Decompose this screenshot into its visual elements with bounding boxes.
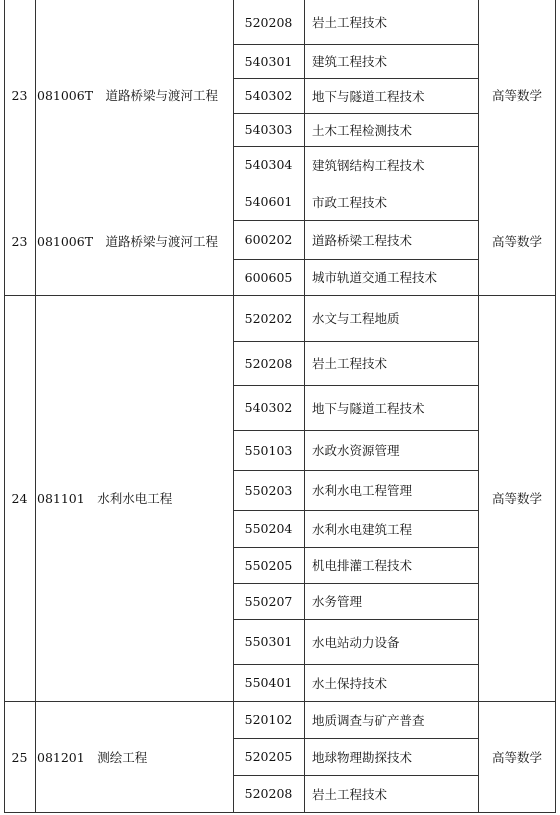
course-name: 机电排灌工程技术 <box>312 558 413 573</box>
exam-subject: 高等数学 <box>491 491 542 506</box>
course-code: 600202 <box>244 232 293 247</box>
course-name: 地球物理勘探技术 <box>312 749 413 765</box>
course-code: 520208 <box>244 786 293 801</box>
exam-subject: 高等数学 <box>491 88 542 103</box>
course-name: 市政工程技术 <box>312 194 388 210</box>
course-name: 水务管理 <box>312 594 363 609</box>
course-code: 600605 <box>244 269 293 285</box>
course-name: 地下与隧道工程技术 <box>312 400 425 416</box>
course-code: 550207 <box>244 593 293 609</box>
course-code: 540601 <box>244 194 293 209</box>
course-name: 土木工程检测技术 <box>312 122 413 138</box>
serial-number: 23 <box>11 233 28 249</box>
major-code-name: 081006T 道路桥梁与渡河工程 <box>37 88 219 103</box>
course-name: 道路桥梁工程技术 <box>312 232 413 248</box>
serial-number: 25 <box>11 749 28 765</box>
course-code: 540301 <box>244 53 293 69</box>
course-name: 水利水电建筑工程 <box>312 521 413 537</box>
course-code: 540303 <box>244 122 293 137</box>
course-code: 550205 <box>244 557 293 573</box>
course-name: 地质调查与矿产普查 <box>312 712 425 728</box>
course-name: 建筑工程技术 <box>312 54 388 69</box>
course-name: 水利水电工程管理 <box>312 483 413 498</box>
course-name: 水土保持技术 <box>312 675 388 691</box>
course-name: 水文与工程地质 <box>312 311 400 326</box>
course-code: 550103 <box>244 442 293 458</box>
major-course-table <box>4 0 556 814</box>
course-code: 550301 <box>244 634 293 649</box>
course-code: 540304 <box>244 157 293 172</box>
major-code-name: 081006T 道路桥梁与渡河工程 <box>37 234 219 249</box>
course-name: 水政水资源管理 <box>312 443 400 458</box>
course-name: 建筑钢结构工程技术 <box>312 157 425 173</box>
course-name: 岩土工程技术 <box>312 15 388 30</box>
course-code: 520208 <box>244 14 293 30</box>
course-name: 岩土工程技术 <box>312 356 388 371</box>
course-name: 城市轨道交通工程技术 <box>312 270 438 285</box>
course-code: 520102 <box>244 712 293 727</box>
course-code: 550401 <box>244 675 293 690</box>
course-code: 550204 <box>244 521 293 536</box>
course-code: 550203 <box>244 482 293 498</box>
major-code-name: 081101 水利水电工程 <box>37 491 173 506</box>
course-code: 540302 <box>244 400 293 415</box>
exam-subject: 高等数学 <box>491 234 542 249</box>
major-code-name: 081201 测绘工程 <box>37 750 148 765</box>
exam-subject: 高等数学 <box>491 750 542 765</box>
course-name: 岩土工程技术 <box>312 786 388 802</box>
course-name: 地下与隧道工程技术 <box>312 88 425 104</box>
course-code: 520205 <box>244 749 293 764</box>
course-code: 540302 <box>244 88 293 103</box>
course-code: 520202 <box>244 310 293 326</box>
serial-number: 24 <box>11 490 28 506</box>
serial-number: 23 <box>11 87 28 103</box>
course-name: 水电站动力设备 <box>312 634 400 650</box>
course-code: 520208 <box>244 355 293 371</box>
